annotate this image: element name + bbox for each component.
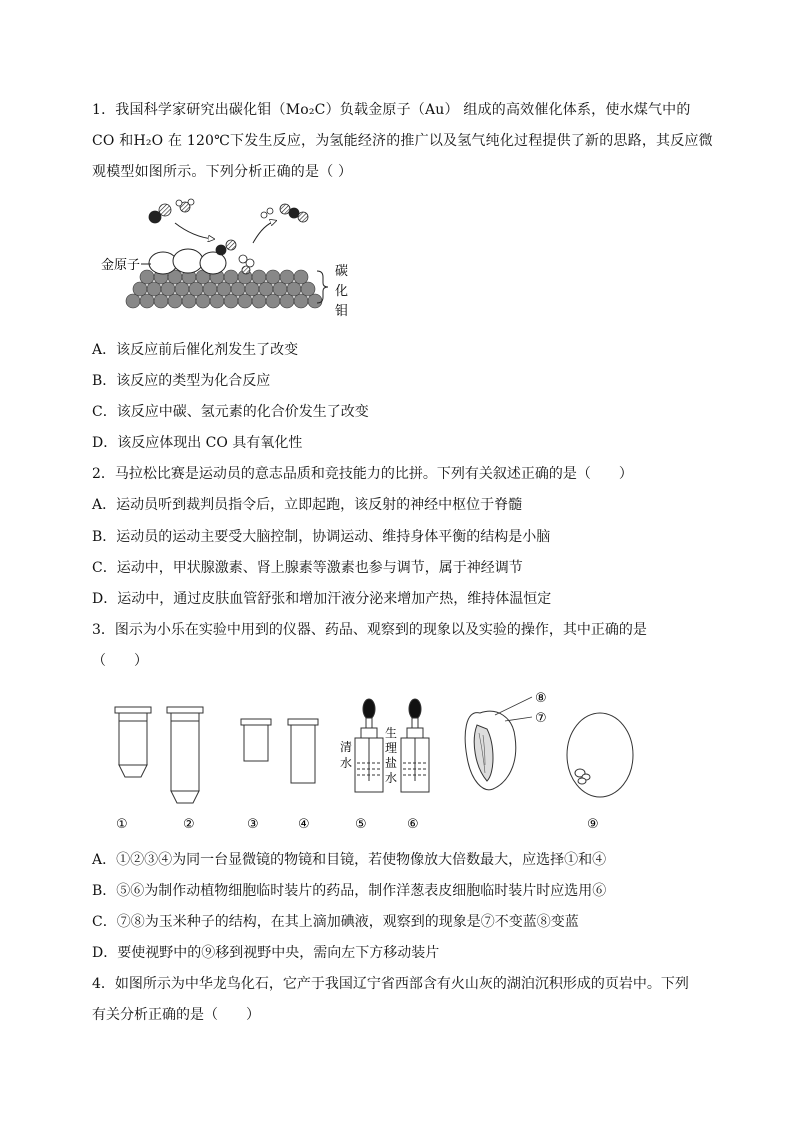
mo-label-2: 化 (335, 284, 349, 299)
callout-7-label: ⑦ (535, 711, 547, 726)
q2-option-a: A．运动员听到裁判员指令后，立即起跑，该反射的神经中枢位于脊髓 (92, 497, 523, 513)
q1-option-a: A．该反应前后催化剂发生了改变 (92, 342, 299, 358)
saline-label-3: 盐 (385, 756, 398, 770)
q3-option-d: D．要使视野中的⑨移到视野中央，需向左下方移动装片 (92, 945, 440, 961)
saline-label-4: 水 (385, 771, 398, 785)
q2-option-b: B．运动员的运动主要受大脑控制，协调运动、维持身体平衡的结构是小脑 (92, 529, 551, 545)
figure-number-1: ① (116, 817, 128, 832)
q3-option-a: A．①②③④为同一台显微镜的物镜和目镜，若使物像放大倍数最大，应选择①和④ (92, 852, 607, 868)
objective-lens-long-icon (167, 707, 203, 803)
q1-option-b: B．该反应的类型为化合反应 (92, 373, 271, 389)
q1-option-c: C．该反应中碳、氢元素的化合价发生了改变 (92, 404, 369, 420)
q2-stem: 2．马拉松比赛是运动员的意志品质和竞技能力的比拼。下列有关叙述正确的是（ ） (92, 466, 633, 482)
water-dropper-bottle-icon (355, 699, 383, 792)
lab-equipment-figure (95, 685, 655, 835)
water-molecule-icon (176, 199, 194, 212)
q3-stem-line-2: （ ） (92, 653, 148, 669)
figure-number-3: ③ (247, 817, 259, 832)
objective-lens-short-icon (115, 707, 151, 777)
figure-number-9: ⑨ (587, 817, 599, 832)
figure-number-4: ④ (298, 817, 310, 832)
water-label-1: 清 (340, 740, 353, 754)
field-of-view-icon (567, 713, 633, 797)
figure-number-2: ② (183, 817, 195, 832)
q3-option-b: B．⑤⑥为制作动植物细胞临时装片的药品，制作洋葱表皮细胞临时装片时应选用⑥ (92, 883, 607, 899)
q1-stem-line-2: CO 和H₂O 在 120℃下发生反应，为氢能经济的推广以及氢气纯化过程提供了新的思路，其反应微 (92, 133, 713, 149)
mo-label-1: 碳 (335, 264, 349, 279)
q3-option-c: C．⑦⑧为玉米种子的结构，在其上滴加碘液，观察到的现象是⑦不变蓝⑧变蓝 (92, 914, 579, 930)
q3-stem-line-1: 3．图示为小乐在实验中用到的仪器、药品、观察到的现象以及实验的操作，其中正确的是 (92, 622, 647, 638)
water-label-2: 水 (340, 756, 353, 770)
eyepiece-short-icon (241, 719, 271, 761)
figure-number-5: ⑤ (355, 817, 367, 832)
saline-label-2: 理 (385, 741, 398, 755)
q1-option-d: D．该反应体现出 CO 具有氧化性 (92, 435, 303, 451)
mo-label-3: 钼 (335, 304, 349, 319)
q1-stem-line-1: 1．我国科学家研究出碳化钼（Mo₂C）负载金原子（Au） 组成的高效催化体系，使水煤气中的 (92, 102, 691, 118)
saline-label-1: 生 (385, 726, 398, 740)
h2-molecule-icon (261, 208, 273, 218)
gold-atom-label: 金原子 (101, 258, 141, 273)
saline-dropper-bottle-icon (401, 699, 429, 792)
gold-atoms (149, 249, 226, 274)
co2-molecule-icon (280, 204, 308, 222)
q4-stem-line-2: 有关分析正确的是（ ） (92, 1007, 260, 1023)
co-molecule-icon (149, 204, 171, 223)
mo2c-lattice (126, 270, 322, 308)
figure-number-6: ⑥ (407, 817, 419, 832)
q1-stem-line-3: 观模型如图所示。下列分析正确的是（ ） (92, 164, 353, 180)
eyepiece-long-icon (288, 719, 318, 783)
q2-option-c: C．运动中，甲状腺激素、肾上腺素等激素也参与调节，属于神经调节 (92, 560, 523, 576)
q2-option-d: D．运动中，通过皮肤血管舒张和增加汗液分泌来增加产热，维持体温恒定 (92, 591, 552, 607)
q4-stem-line-1: 4．如图所示为中华龙鸟化石，它产于我国辽宁省西部含有火山灰的湖泊沉积形成的页岩中。下列 (92, 976, 689, 992)
callout-8-label: ⑧ (535, 691, 547, 706)
corn-seed-icon (465, 711, 516, 789)
catalyst-model-figure (95, 195, 375, 325)
